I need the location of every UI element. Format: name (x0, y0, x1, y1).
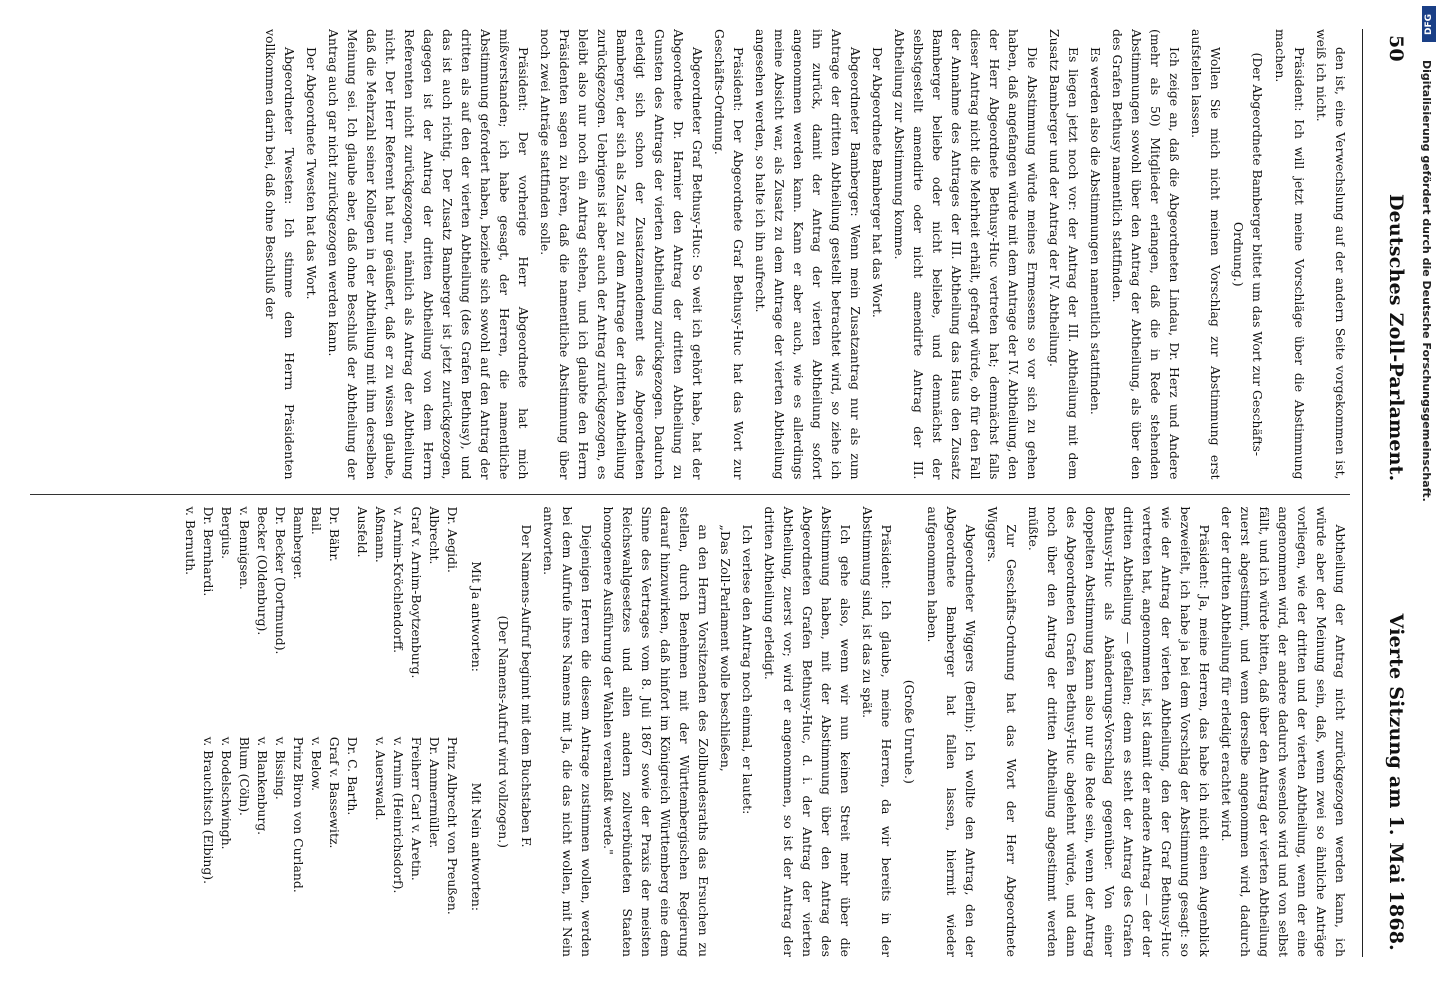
voter-name: Ausfeld. (355, 506, 370, 558)
yes-list-1 (353, 507, 461, 727)
page-header (1362, 29, 1415, 957)
column-right-text (494, 507, 1350, 958)
paragraph: (Der Abgeordnete Bamberger bittet um das Wort zur Geschäfts-Ordnung.) (1231, 52, 1265, 456)
digitization-notice: Digitalisierung gefördert durch die Deutsche Forschungsgemeinschaft. (1420, 60, 1433, 502)
dfg-logo: DFG (1422, 6, 1436, 42)
paragraph: Präsident: Ja, meine Herren, das habe ich nicht einen Augenblick bezweifelt, ich habe ja bei dem Vorschlag der Abstimmung gesagt: so wie der Antrag der vierten Abtheilung, den der Graf Bethusy-Huc vertreten hat, angenommen ist, ist damit der andere Antrag — der der dritten Abtheilung — gefallen; denn es steht der Antrag des Grafen Bethusy-Huc als Abänderungs-Vorschlag gegenüber. Von einer doppelten Abstimmung kann also nur die Rede sein, wenn der Antrag des Abgeordneten Grafen Bethusy-Huc abgelehnt würde, und dann noch über den Antrag der dritten Abtheilung abgestimmt werden müßte. (1026, 506, 1212, 957)
paragraph: Ich verlese den Antrag noch einmal, er lautet: (740, 524, 755, 815)
voter-name: Bamberger. (291, 506, 306, 580)
paragraph: Der Abgeordnete Bamberger hat das Wort. (870, 47, 885, 318)
paragraph: Zur Geschäfts-Ordnung hat das Wort der Herr Abgeordnete Wiggers. (985, 506, 1019, 957)
yes-heading: Mit Ja antworten: (469, 561, 484, 672)
voter-name: v. Arnim-Kröchlendorff. (391, 506, 406, 654)
voter-name: Prinz Biron von Curland. (291, 736, 306, 893)
voter-name: Freiherr Carl v. Aretin. (409, 736, 424, 881)
voter-name: v. Bennigsen. (237, 506, 252, 590)
roll-call-lists (171, 507, 488, 958)
paragraph: Ich zeige an, daß die Abgeordneten Lindau, Dr. Herz und Andere (mehr als 50) Mitglieder erlangen, daß die in Rede stehenden Abstimmungen sowohl über den Antrag der Abtheilung, als über den des Grafen Bethusy namentlich stattfinden. (1110, 29, 1182, 480)
voter-name: Bergius. (219, 506, 234, 560)
page-number: 50 (1385, 35, 1407, 62)
paragraph: Die Abstimmung würde meines Ermessens so vor sich zu gehen haben, daß angefangen würde mit dem Antrage der IV. Abtheilung, den der Herr Abgeordnete Bethusy-Huc vertreten hat; demnächst falls dieser Antrag nicht die Mehrheit erhält, gefragt würde, ob für den Fall der Annahme des Antrages der III. Abtheilung das Haus den Zusatz Bamberger beliebe oder nicht beliebe, und demnächst der selbstgestellt amendirte oder nicht amendirte Antrag der III. Abtheilung zur Abstimmung komme. (892, 29, 1040, 480)
document-page (15, 5, 1415, 985)
paragraph: Abgeordneter Graf Bethusy-Huc: So weit ich gehört habe, hat der Abgeordnete Dr. Harnier den Antrag der dritten Abtheilung zu Gunsten des Antrags der vierten Abtheilung zurückgezogen. Dadurch erledigt sich schon der Zusatzamendement des Abgeordneten Bamberger, der sich als Zusatz zu dem Antrage der dritten Abtheilung zurückgezogen. Uebrigens ist aber auch der Antrag zurückgezogen, es bleibt also nur noch ein Antrag stehen, und ich glaubte den Herrn Präsidenten sagen zu hören, daß die namentliche Abstimmung über noch zwei Anträge stattfinden solle. (538, 29, 705, 480)
paragraph: Es werden also die Abstimmungen namentlich stattfinden. (1088, 47, 1103, 415)
paragraph: Wollen Sie mich nicht meinen Vorschlag zur Abstimmung erst aufstellen lassen. (1189, 29, 1223, 480)
voter-name: v. Bissing. (273, 736, 288, 800)
voter-name: Bail. (309, 506, 324, 535)
paragraph: Der Namens-Aufruf beginnt mit dem Buchstaben F. (519, 524, 534, 848)
paragraph: Ich gehe also, wenn wir nun keinen Streit mehr über die Abstimmung haben, mit der Abstimmung über den Antrag des Abgeordneten Grafen Bethusy-Huc, d. i. der Antrag der vierten Abtheilung, zuerst vor; wird er angenommen, so ist der Antrag der dritten Abtheilung erledigt. (762, 506, 853, 957)
paragraph: an den Herrn Vorsitzenden des Zollbundesraths das Ersuchen zu stellen, durch Benehmen mit der Württembergischen Regierung darauf hinzuwirken, daß hinfort im Königreich Württemberg eine dem Sinne des Vertrages vom 8. Juli 1867 sowie der Praxis der meisten Reichswahlgesetzes und allen andern zollverbündeten Staaten homogenere Ausführung der Wahlen veranlaßt werde." (601, 506, 711, 957)
column-right (30, 494, 1350, 958)
column-left (30, 29, 1350, 480)
voter-name: Albrecht. (427, 506, 442, 565)
paragraph: den ist, eine Verwechslung auf der andern Seite vorgekommen ist, weiß ich nicht. (1314, 29, 1348, 480)
paragraph: Präsident: Ich glaube, meine Herren, da wir bereits in der Abstimmung sind, ist das zu spät. (860, 506, 894, 957)
voter-name: v. Brauchitsch (Elbing). (201, 736, 216, 885)
paragraph: Abgeordneter Bamberger: Wenn mein Zusatzantrag nur als zum Antrage der dritten Abtheilung gestellt betrachtet wird, so ziehe ich ihn zurück, damit der Antrag der vierten Abtheilung sofort angenommen werden kann. Kann er aber auch, wie es allerdings meine Absicht war, als Zusatz zu dem Antrage der vierten Abtheilung angesehen werden, so halte ich ihn aufrecht. (753, 29, 863, 480)
paragraph: (Große Unruhe.) (902, 679, 917, 784)
paragraph: Abtheilung der Antrag nicht zurückgezogen werden kann, ich würde aber der Meinung sein, daß, wenn zwei so ähnliche Anträge vorliegen, wie der dritten und der vierten Abtheilung, wenn der eine angenommen wird, der andere dadurch wesenlos wird und von selbst fällt, und ich würde bitten, daß über den Antrag der vierten Abtheilung zuerst abgestimmt, und wenn derselbe angenommen wird, dadurch der der dritten Abtheilung für erledigt erachtet wird. (1219, 506, 1348, 957)
voter-name: Graf v. Arnim-Boytzenburg. (409, 506, 424, 679)
paragraph: Präsident: Der Abgeordnete Graf Bethusy-Huc hat das Wort zur Geschäfts-Ordnung. (712, 29, 746, 480)
yes-votes (171, 507, 488, 727)
voter-name: Prinz Albrecht von Preußen. (445, 736, 460, 915)
voter-name: v. Below. (309, 736, 324, 792)
yes-list-2 (181, 507, 343, 727)
voter-name: Dr. Aegidi. (445, 506, 460, 573)
voter-name: Dr. Bähr. (327, 506, 342, 562)
paragraph: Präsident: Ich will jetzt meine Vorschläge über die Abstimmung machen. (1273, 29, 1307, 480)
voter-name: Dr. Bernhardi. (201, 506, 216, 597)
paragraph: (Der Namens-Aufruf wird vollzogen.) (496, 615, 511, 848)
voter-name: Dr. Ammermüller. (427, 736, 442, 849)
publication-title: Deutsches Zoll-Parlament. (1385, 193, 1407, 482)
voter-name: Aßmann. (373, 506, 388, 563)
paragraph: „Das Zoll-Parlament wolle beschließen, (718, 524, 733, 772)
voter-name: Becker (Oldenburg). (255, 506, 270, 636)
paragraph: Der Abgeordnete Twesten hat das Wort. (304, 47, 319, 300)
no-votes (171, 737, 488, 957)
no-heading: Mit Nein antworten: (469, 782, 484, 912)
no-list-1 (371, 737, 461, 957)
text-columns (30, 29, 1350, 957)
voter-name: v. Auerswald. (373, 736, 388, 821)
voter-name: Blum (Cöln). (237, 736, 252, 816)
paragraph: Abgeordneter Twesten: Ich stimme dem Herrn Präsidenten vollkommen darin bei, daß ohne Beschluß der (263, 29, 297, 480)
voter-name: v. Blankenburg. (255, 736, 270, 836)
paragraph: Abgeordneter Wiggers (Berlin): Ich wollte den Antrag, den der Abgeordnete Bamberger hat fallen lassen, hiermit wieder aufgenommen haben. (925, 506, 978, 957)
session-title: Vierte Sitzung am 1. Mai 1868. (1385, 613, 1407, 951)
voter-name: v. Bernuth. (183, 506, 198, 576)
voter-name: Graf v. Bassewitz. (327, 736, 342, 849)
voter-name: v. Bodelschwingh. (219, 736, 234, 850)
paragraph: Es liegen jetzt noch vor: der Antrag der III. Abtheilung mit dem Zusatz Bamberger und der Antrag der IV. Abtheilung. (1047, 29, 1081, 480)
paragraph: Präsident: Der vorherige Herr Abgeordnete hat mich mißverstanden; ich habe gesagt, der Herren, die namentliche Abstimmung gefordert haben, beziehe sich sowohl auf den Antrag der dritten als auf den der vierten Abtheilung (des Grafen Bethusy), und das ist auch richtig. Der Zusatz Bamberger ist jetzt zurückgezogen, dagegen ist der Antrag der dritten Abtheilung von dem Herrn Referenten nicht zurückgezogen, nämlich als Antrag der Abtheilung nicht. Der Herr Referent hat nur geäußert, daß er zu wissen glaube, daß die Mehrzahl seiner Kollegen in der Abtheilung mit ihm derselben Meinung sei. Ich glaube aber, daß ohne Beschluß der Abtheilung der Antrag auch gar nicht zurückgezogen werden kann. (326, 29, 531, 480)
voter-name: Dr. Becker (Dortmund). (273, 506, 288, 655)
paragraph: Diejenigen Herren die diesem Antrage zustimmen wollen, werden bei dem Aufrufe ihres Namens mit Ja, die das nicht wollen, mit Nein antworten. (541, 506, 594, 957)
no-list-2 (199, 737, 361, 957)
voter-name: v. Arnim (Heinrichsdorf). (391, 736, 406, 894)
voter-name: Dr. C. Barth. (345, 736, 360, 816)
